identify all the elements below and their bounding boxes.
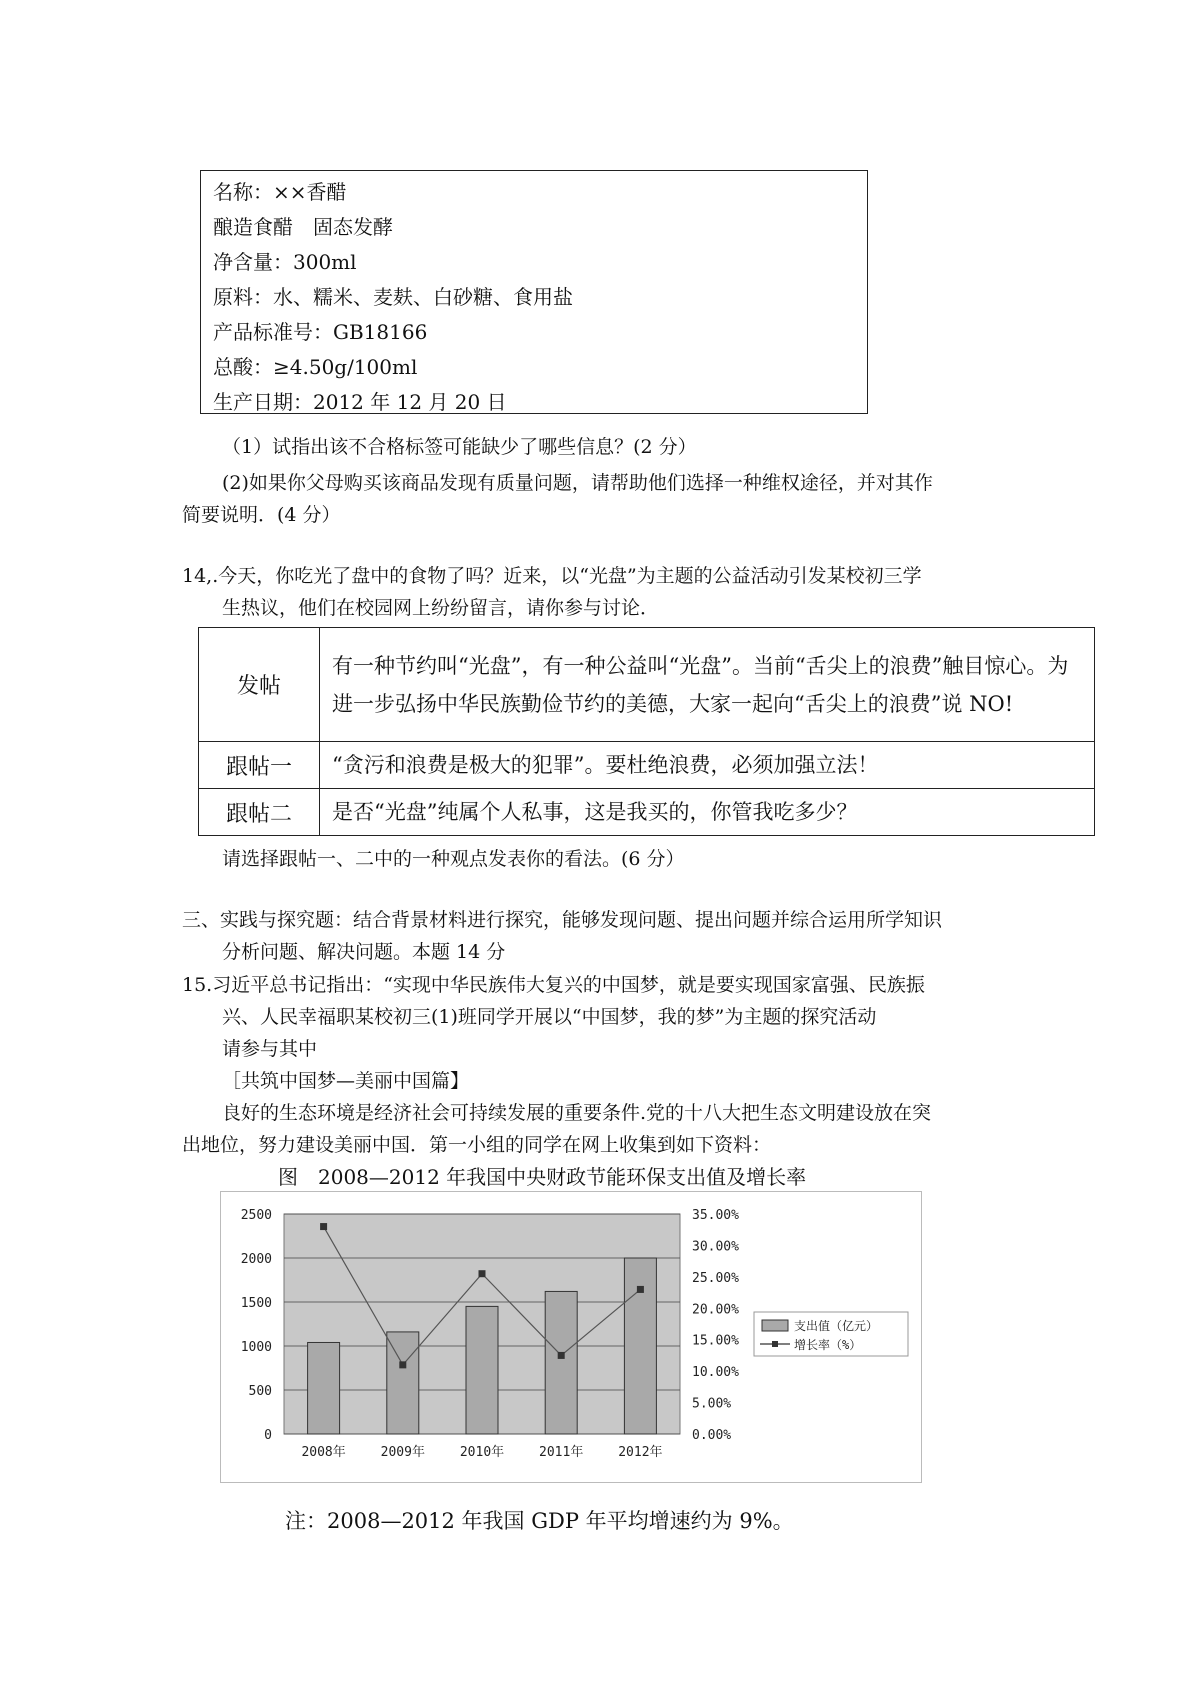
product-label-box (200, 170, 868, 414)
label-line: 名称：××香醋 (213, 180, 347, 204)
x-tick-label: 2011年 (539, 1445, 584, 1460)
q15-para-line1: 良好的生态环境是经济社会可持续发展的重要条件.党的十八大把生态文明建设放在突 (222, 1102, 932, 1124)
table-body-cell: 是否“光盘”纯属个人私事，这是我买的，你管我吃多少？ (320, 789, 1095, 836)
y-right-tick-label: 5.00% (692, 1396, 732, 1412)
q15-section-title: ［共筑中国梦—美丽中国篇】 (222, 1070, 470, 1092)
q13-sub2-line1: (2)如果你父母购买该商品发现有质量问题，请帮助他们选择一种维权途径，并对其作 (222, 472, 933, 494)
y-right-tick-label: 10.00% (692, 1365, 739, 1381)
bar (387, 1332, 419, 1434)
x-tick-label: 2008年 (301, 1445, 346, 1460)
table-head-cell: 跟帖二 (199, 789, 320, 836)
y-left-tick-label: 1500 (240, 1296, 272, 1311)
q14-prompt: 请选择跟帖一、二中的一种观点发表你的看法。(6 分） (222, 848, 685, 870)
combo-chart (221, 1192, 921, 1482)
line-point (479, 1270, 486, 1277)
legend-label: 支出值（亿元） (794, 1319, 879, 1333)
bar (624, 1258, 656, 1434)
line-point (320, 1223, 327, 1230)
y-right-tick-label: 20.00% (692, 1302, 739, 1318)
section3-line2: 分析问题、解决问题。本题 14 分 (222, 941, 506, 963)
x-tick-label: 2012年 (618, 1445, 663, 1460)
line-point (399, 1361, 406, 1368)
table-head-cell: 跟帖一 (199, 742, 320, 789)
y-left-tick-label: 500 (248, 1384, 272, 1399)
bar (466, 1306, 498, 1434)
label-line: 产品标准号：GB18166 (213, 320, 428, 344)
table-row (199, 789, 1095, 836)
q13-sub2-line2: 简要说明．(4 分） (182, 504, 341, 526)
line-point (637, 1286, 644, 1293)
label-line: 原料：水、糯米、麦麸、白砂糖、食用盐 (213, 285, 573, 309)
label-line: 生产日期：2012 年 12 月 20 日 (213, 390, 507, 414)
bar (545, 1291, 577, 1434)
y-left-tick-label: 2000 (240, 1252, 272, 1267)
q15-line1: 15.习近平总书记指出：“实现中华民族伟大复兴的中国梦，就是要实现国家富强、民族振 (182, 974, 925, 996)
chart-title: 图 2008—2012 年我国中央财政节能环保支出值及增长率 (278, 1165, 807, 1189)
y-left-tick-label: 0 (264, 1428, 272, 1443)
y-right-tick-label: 15.00% (692, 1333, 739, 1349)
table-body-cell: 有一种节约叫“光盘”，有一种公益叫“光盘”。当前“舌尖上的浪费”触目惊心。为进一步弘扬中华民族勤俭节约的美德，大家一起向“舌尖上的浪费”说 NO! (320, 628, 1095, 742)
label-line: 总酸：≥4.50g/100ml (213, 355, 418, 379)
table-head-cell: 发帖 (199, 628, 320, 742)
section3-line1: 三、实践与探究题：结合背景材料进行探究，能够发现问题、提出问题并综合运用所学知识 (182, 909, 943, 931)
y-left-tick-label: 1000 (240, 1340, 272, 1355)
chart-note: 注：2008—2012 年我国 GDP 年平均增速约为 9%。 (285, 1509, 794, 1533)
line-point (558, 1352, 565, 1359)
label-line: 酿造食醋 固态发酵 (213, 215, 393, 239)
bar (308, 1342, 340, 1434)
x-tick-label: 2010年 (459, 1445, 505, 1460)
table-body-cell: “贪污和浪费是极大的犯罪”。要杜绝浪费，必须加强立法！ (320, 742, 1095, 789)
q14-line1: 14,.今天，你吃光了盘中的食物了吗？近来，以“光盘”为主题的公益活动引发某校初三学 (182, 565, 922, 587)
q15-line2: 兴、人民幸福职某校初三(1)班同学开展以“中国梦，我的梦”为主题的探究活动 (222, 1006, 877, 1028)
legend-line-marker (772, 1341, 778, 1347)
y-right-tick-label: 0.00% (692, 1428, 732, 1443)
forum-table (198, 627, 1095, 836)
q13-sub1: （1）试指出该不合格标签可能缺少了哪些信息？(2 分） (222, 436, 697, 458)
y-right-tick-label: 30.00% (692, 1239, 739, 1255)
table-row (199, 742, 1095, 789)
x-tick-label: 2009年 (380, 1445, 425, 1460)
label-line: 净含量：300ml (213, 250, 357, 274)
q15-line3: 请参与其中 (222, 1038, 318, 1060)
q15-para-line2: 出地位，努力建设美丽中国．第一小组的同学在网上收集到如下资料： (182, 1134, 772, 1156)
table-row (199, 628, 1095, 742)
legend-bar-swatch (762, 1320, 788, 1331)
q14-line2: 生热议，他们在校园网上纷纷留言，请你参与讨论． (222, 597, 660, 619)
legend-label: 增长率（%） (794, 1338, 862, 1352)
y-right-tick-label: 35.00% (692, 1208, 739, 1223)
y-right-tick-label: 25.00% (692, 1270, 739, 1286)
y-left-tick-label: 2500 (240, 1208, 272, 1223)
chart-frame (220, 1191, 922, 1483)
